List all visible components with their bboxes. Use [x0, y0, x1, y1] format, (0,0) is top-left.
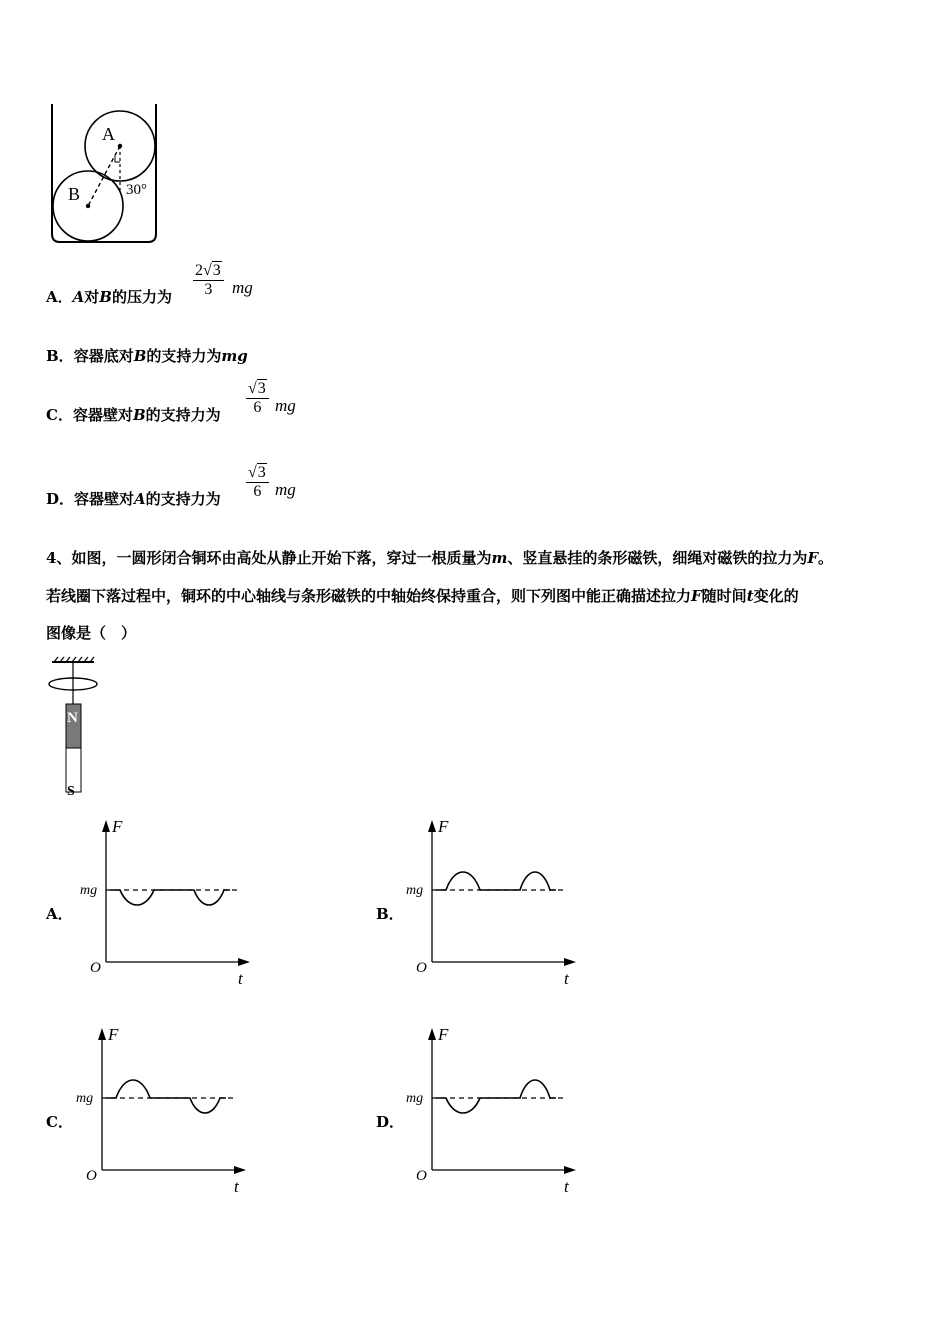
option-a-fraction: 2√3 3	[193, 262, 224, 299]
magnet-ring-figure	[44, 656, 104, 796]
x-axis-arrow	[564, 1166, 576, 1174]
force-curve	[106, 1080, 226, 1113]
y-axis-label: F	[108, 1025, 119, 1044]
graph-c	[74, 1020, 264, 1205]
graph-b-letter: B．	[376, 905, 404, 923]
x-axis-arrow	[234, 1166, 246, 1174]
x-axis-label: t	[564, 969, 569, 988]
option-d-unit: mg	[275, 480, 296, 499]
mg-label: mg	[76, 1091, 94, 1106]
angle-label: 30°	[126, 182, 147, 198]
option-c-unit: mg	[275, 396, 296, 415]
option-b: B．容器底对B的支持力为mg	[46, 347, 248, 365]
mg-label: mg	[406, 883, 424, 898]
magnet-south-label: S	[67, 784, 75, 796]
question-4-line-3: 图像是（ ）	[46, 624, 137, 642]
y-axis-arrow	[428, 820, 436, 832]
force-curve	[436, 872, 556, 890]
x-axis-arrow	[238, 958, 250, 966]
graph-d-letter: D．	[376, 1113, 405, 1131]
question-4-line-2: 若线圈下落过程中，铜环的中心轴线与条形磁铁的中轴始终保持重合，则下列图中能正确描述拉力F随时间t变化的	[46, 587, 799, 605]
graph-a-letter: A．	[46, 905, 73, 923]
option-d-fraction: √3 6	[246, 464, 269, 501]
x-axis-label: t	[238, 969, 243, 988]
origin-label: O	[86, 1168, 97, 1184]
force-curve	[436, 1080, 556, 1113]
y-axis-label: F	[438, 817, 449, 836]
two-balls-container-figure	[40, 100, 170, 250]
graph-b	[404, 812, 594, 997]
option-c-fraction: √3 6	[246, 380, 269, 417]
graph-d	[404, 1020, 594, 1205]
y-axis-label: F	[438, 1025, 449, 1044]
y-axis-label: F	[112, 817, 123, 836]
magnet-north-label: N	[67, 710, 78, 726]
x-axis-label: t	[564, 1177, 569, 1196]
option-a-unit: mg	[232, 278, 253, 297]
x-axis-label: t	[234, 1177, 239, 1196]
origin-label: O	[90, 960, 101, 976]
origin-label: O	[416, 960, 427, 976]
mg-label: mg	[406, 1091, 424, 1106]
mg-label: mg	[80, 883, 98, 898]
y-axis-arrow	[98, 1028, 106, 1040]
option-c: C．容器壁对B的支持力为	[46, 406, 221, 424]
option-d: D．容器壁对A的支持力为	[46, 490, 221, 508]
y-axis-arrow	[102, 820, 110, 832]
graph-a	[78, 812, 268, 997]
y-axis-arrow	[428, 1028, 436, 1040]
ball-a-label: A	[102, 124, 115, 144]
origin-label: O	[416, 1168, 427, 1184]
question-4-line-1: 4、如图，一圆形闭合铜环由高处从静止开始下落，穿过一根质量为m、竖直悬挂的条形磁铁，细绳对磁铁的拉力为F。	[46, 549, 834, 567]
graph-c-letter: C．	[46, 1113, 73, 1131]
ball-b-label: B	[68, 184, 81, 204]
option-a: A．A对B的压力为	[46, 288, 172, 306]
x-axis-arrow	[564, 958, 576, 966]
force-curve	[110, 890, 230, 905]
